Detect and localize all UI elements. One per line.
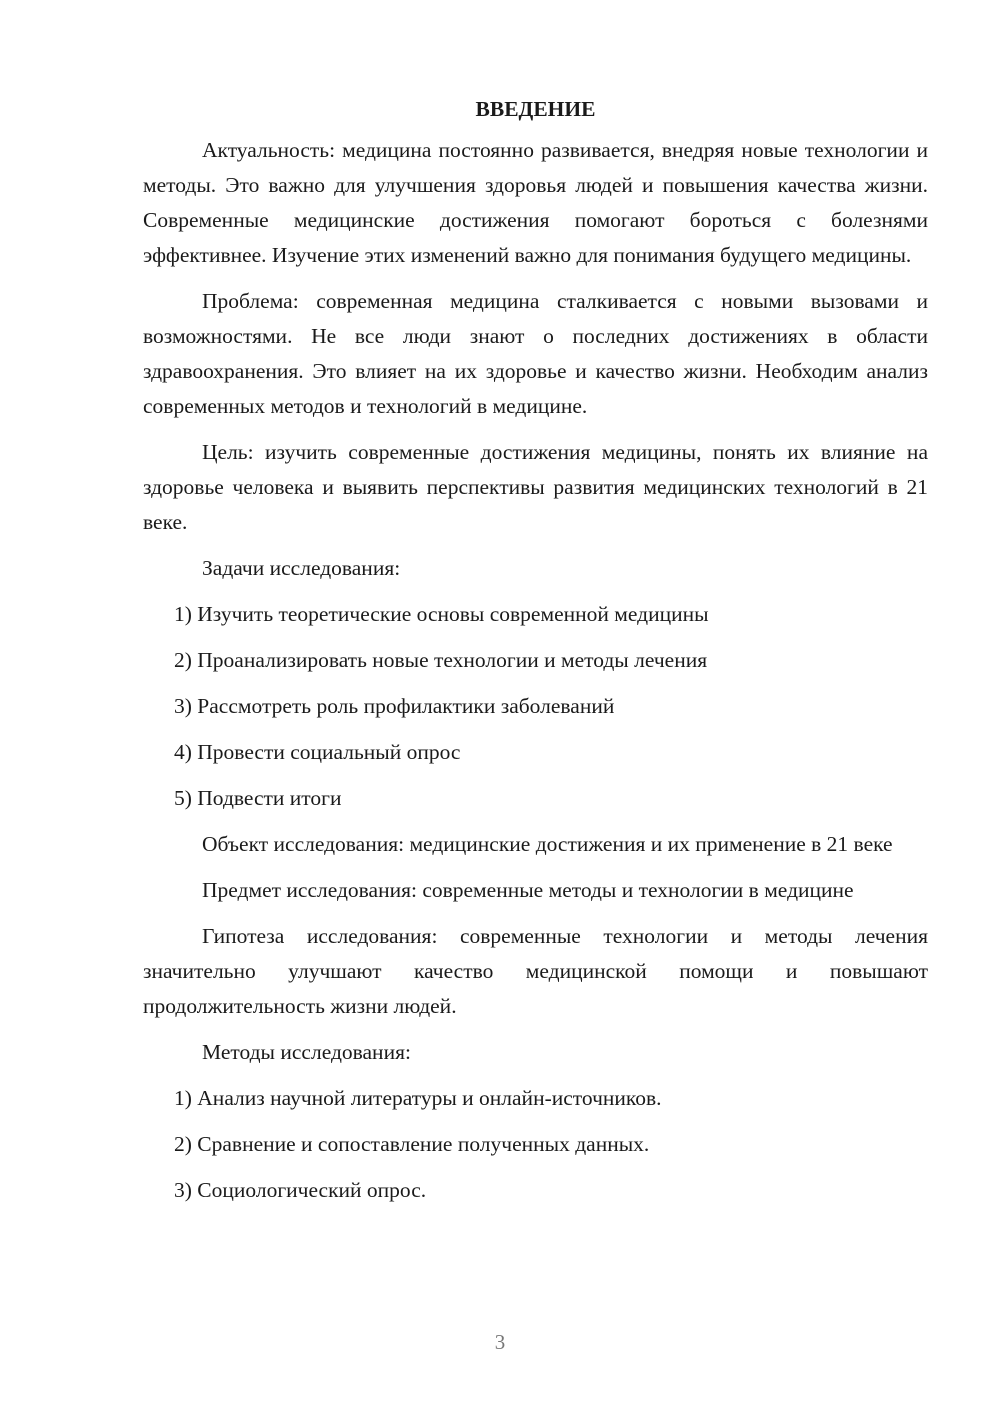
goal-paragraph: Цель: изучить современные достижения медицины, понять их влияние на здоровье человека и выявить перспективы развития медицинских технологий в 21 веке. [143,440,928,534]
list-item: 4) Провести социальный опрос [174,740,461,764]
list-item: 3) Рассмотреть роль профилактики заболеваний [174,694,615,718]
relevance-paragraph: Актуальность: медицина постоянно развивается, внедряя новые технологии и методы. Это важно для улучшения здоровья людей и повышения качества жизни. Современные медицинские достижения помогают бороться с болезнями эффективнее. Изучение этих изменений важно для понимания будущего медицины. [143,138,928,267]
page-number: 3 [494,1330,506,1354]
list-item: 1) Изучить теоретические основы современной медицины [174,602,709,626]
list-item: 1) Анализ научной литературы и онлайн-источников. [174,1086,662,1110]
methods-label: Методы исследования: [202,1040,411,1064]
object-paragraph: Объект исследования: медицинские достижения и их применение в 21 веке [202,832,893,856]
subject-paragraph: Предмет исследования: современные методы и технологии в медицине [202,878,854,902]
hypothesis-paragraph: Гипотеза исследования: современные технологии и методы лечения значительно улучшают качество медицинской помощи и повышают продолжительность жизни людей. [143,924,928,1018]
tasks-label: Задачи исследования: [202,556,401,580]
list-item: 2) Проанализировать новые технологии и методы лечения [174,648,708,672]
document-page [143,92,928,1219]
list-item: 5) Подвести итоги [174,786,342,810]
problem-paragraph: Проблема: современная медицина сталкивается с новыми вызовами и возможностями. Не все люди знают о последних достижениях в области здравоохранения. Это влияет на их здоровье и качество жизни. Необходим анализ современных методов и технологий в медицине. [143,289,928,418]
page-title: ВВЕДЕНИЕ [475,97,596,121]
list-item: 3) Социологический опрос. [174,1178,427,1202]
list-item: 2) Сравнение и сопоставление полученных данных. [174,1132,650,1156]
